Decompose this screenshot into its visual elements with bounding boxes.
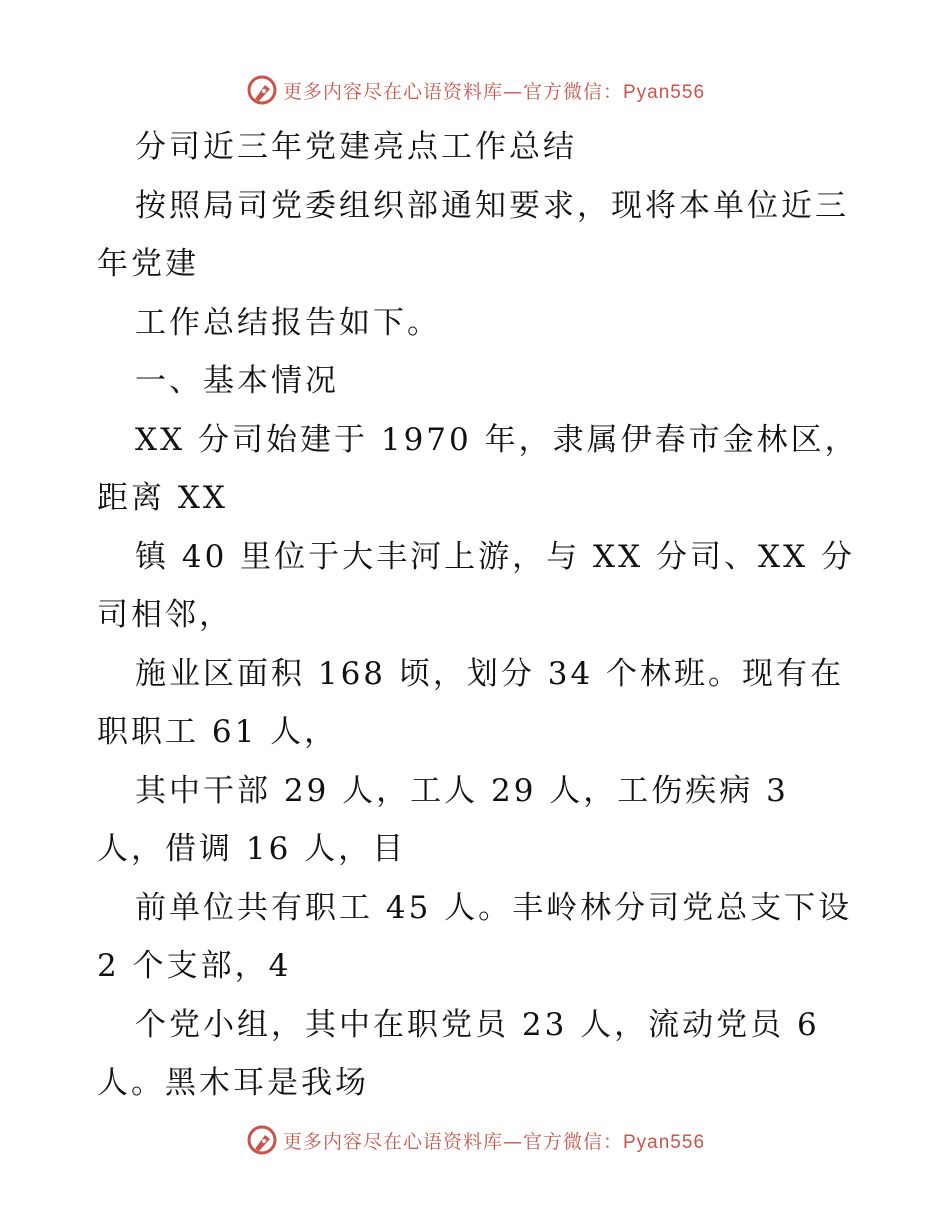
document-body xyxy=(97,118,877,1113)
text-line: 年党建 xyxy=(97,246,199,282)
footer-banner-text xyxy=(283,1127,705,1154)
text-line: 职职工 61 人， xyxy=(97,714,339,750)
banner-contact-label: 官方微信： xyxy=(522,80,623,103)
text-line: 距离 XX xyxy=(97,480,228,516)
text-line: XX 分司始建于 1970 年，隶属伊春市金林区， xyxy=(135,421,859,458)
footer-banner xyxy=(0,1120,950,1160)
banner-separator: — xyxy=(502,80,523,103)
pen-nib-circle-icon xyxy=(245,1123,279,1157)
banner-contact-id: Pyan556 xyxy=(623,81,706,103)
banner-separator: — xyxy=(502,1130,523,1153)
document-title: 分司近三年党建亮点工作总结 xyxy=(135,129,577,165)
text-line: 人。黑木耳是我场 xyxy=(97,1065,369,1101)
text-line: 工作总结报告如下。 xyxy=(135,304,441,341)
text-line: 司相邻， xyxy=(97,597,233,633)
text-line: 施业区面积 168 顷，划分 34 个林班。现有在 xyxy=(135,655,845,692)
text-line: 前单位共有职工 45 人。丰岭林分司党总支下设 xyxy=(135,889,853,926)
text-line: 个党小组，其中在职党员 23 人，流动党员 6 xyxy=(135,1006,820,1043)
banner-contact-id: Pyan556 xyxy=(623,1131,706,1153)
text-line: 人，借调 16 人，目 xyxy=(97,831,407,867)
header-banner xyxy=(0,70,950,110)
text-line: 按照局司党委组织部通知要求，现将本单位近三 xyxy=(135,187,849,224)
banner-contact-label: 官方微信： xyxy=(522,1130,623,1153)
banner-slogan: 更多内容尽在心语资料库 xyxy=(282,1130,503,1153)
text-line: 2 个支部，4 xyxy=(97,948,292,984)
header-banner-text xyxy=(283,77,705,104)
section-heading: 一、基本情况 xyxy=(135,363,339,399)
pen-nib-circle-icon xyxy=(245,73,279,107)
text-line: 其中干部 29 人，工人 29 人，工伤疾病 3 xyxy=(135,772,789,809)
banner-slogan: 更多内容尽在心语资料库 xyxy=(282,80,503,103)
text-line: 镇 40 里位于大丰河上游，与 XX 分司、XX 分 xyxy=(135,538,855,575)
